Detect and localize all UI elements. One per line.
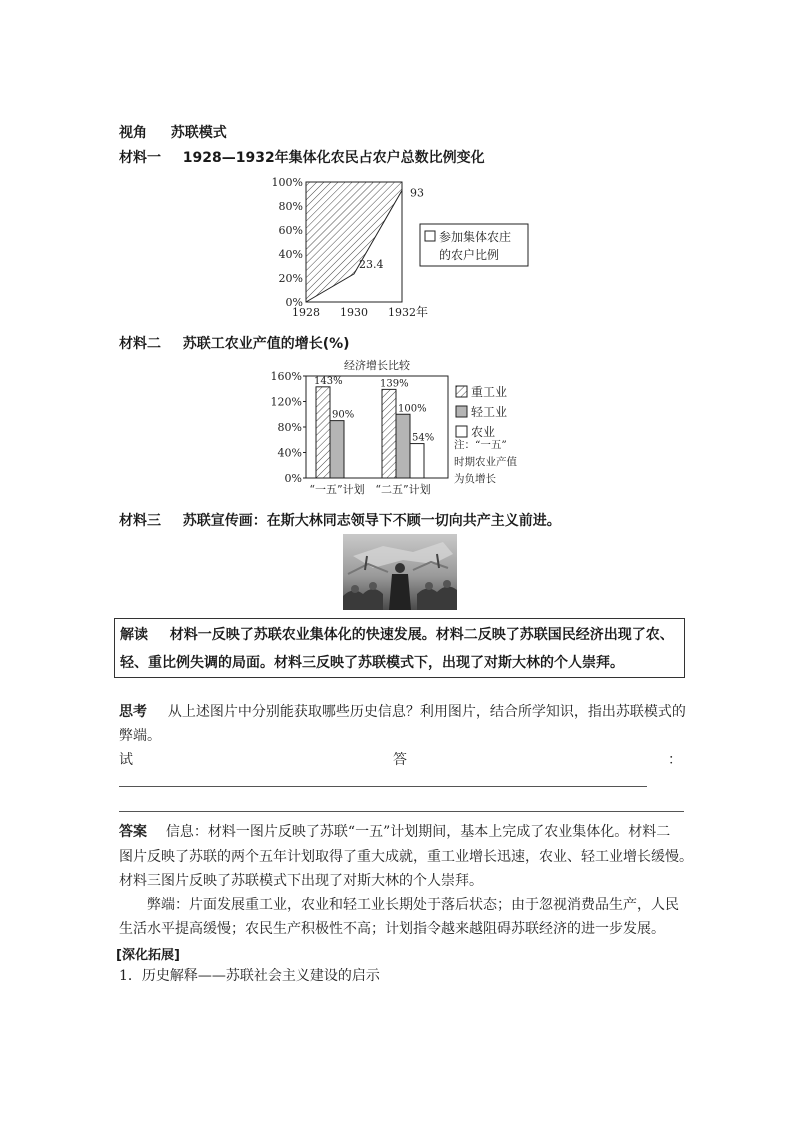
question-label: 思考	[119, 704, 147, 720]
y-tick-label: 100%	[271, 176, 303, 189]
material3-label: 材料三	[119, 513, 161, 529]
legend-swatch	[456, 406, 467, 417]
bar	[382, 389, 396, 478]
y-tick-label: 120%	[270, 395, 302, 409]
material2-title: 苏联工农业产值的增长(%)	[182, 336, 350, 352]
x-tick-label: “一五”计划	[309, 483, 365, 496]
y-tick-label: 40%	[277, 446, 302, 460]
answer-label: 答案	[119, 824, 147, 840]
answer-blank-line-2[interactable]	[119, 811, 684, 812]
answer-line2: 图片反映了苏联的两个五年计划取得了重大成就，重工业增长迅速，农业、轻工业增长缓慢。	[119, 849, 693, 865]
answer-line3: 材料三图片反映了苏联模式下出现了对斯大林的个人崇拜。	[119, 873, 483, 889]
answer-line5: 生活水平提高缓慢；农民生产积极性不高；计划指令越来越阻碍苏联经济的进一步发展。	[119, 921, 665, 937]
answer-blank-line-1[interactable]	[119, 786, 647, 787]
answer-line4: 弊端：片面发展重工业，农业和轻工业长期处于落后状态；由于忽视消费品生产，人民	[147, 897, 679, 913]
economic-growth-chart	[268, 356, 568, 498]
legend-label: 重工业	[471, 385, 508, 399]
chart-title: 经济增长比较	[344, 359, 410, 372]
note-line: 注：“一五”	[454, 439, 507, 451]
note-line: 时期农业产值	[454, 456, 517, 468]
extension-item1: 1．历史解释——苏联社会主义建设的启示	[119, 968, 380, 984]
interpretation-box	[114, 618, 685, 678]
stalin-propaganda-poster	[343, 534, 457, 610]
area-fill	[306, 182, 402, 302]
data-label: 23.4	[359, 257, 384, 271]
interpretation-line1: 解读 材料一反映了苏联农业集体化的快速发展。材料二反映了苏联国民经济出现了农、	[120, 627, 674, 643]
answer-colon: ：	[668, 752, 682, 768]
material2-label: 材料二	[119, 336, 161, 352]
y-tick-label: 0%	[285, 296, 303, 309]
y-tick-label: 80%	[278, 200, 303, 213]
note-line: 为负增长	[454, 473, 496, 485]
y-tick-label: 20%	[278, 272, 303, 285]
bar-data-label: 54%	[412, 432, 435, 444]
legend-label: 农业	[471, 425, 496, 439]
legend-swatch	[456, 426, 467, 437]
y-tick-label: 160%	[270, 370, 302, 383]
bar	[330, 421, 344, 478]
data-label: 93	[410, 186, 424, 200]
question-line1: 思考 从上述图片中分别能获取哪些历史信息？利用图片，结合所学知识，指出苏联模式的	[119, 704, 686, 720]
x-tick-label: 1928	[292, 306, 320, 319]
y-tick-label: 80%	[277, 421, 302, 434]
bar-data-label: 143%	[314, 375, 343, 387]
bar-data-label: 90%	[332, 409, 355, 421]
material3-heading	[119, 510, 561, 530]
material2-heading	[119, 333, 350, 353]
material3-title: 苏联宣传画：在斯大林同志领导下不顾一切向共产主义前进。	[182, 513, 561, 529]
section-heading	[119, 122, 227, 142]
legend-swatch	[456, 386, 467, 397]
x-unit-label: 年	[416, 305, 429, 319]
x-tick-label: 1932	[388, 306, 416, 319]
x-tick-label: 1930	[340, 306, 368, 319]
answer-line1: 答案 信息：材料一图片反映了苏联“一五”计划期间，基本上完成了农业集体化。材料二	[119, 824, 671, 840]
legend-label: 的农户比例	[439, 248, 500, 262]
x-tick-label: “二五”计划	[375, 483, 431, 496]
question-line2: 弊端。	[119, 728, 161, 744]
try-char: 试	[119, 752, 133, 768]
legend-label: 参加集体农庄	[439, 230, 512, 244]
bar	[396, 414, 410, 478]
interpretation-line2: 轻、重比例失调的局面。材料三反映了苏联模式下，出现了对斯大林的个人崇拜。	[120, 655, 624, 671]
legend-label: 轻工业	[471, 405, 508, 419]
answer-char: 答	[393, 752, 407, 768]
material1-title: 1928—1932年集体化农民占农户总数比例变化	[182, 150, 485, 166]
extension-heading: [深化拓展]	[116, 948, 180, 963]
bar-data-label: 139%	[380, 378, 409, 390]
collectivization-chart	[270, 172, 540, 322]
material1-label: 材料一	[119, 150, 161, 166]
perspective-title: 苏联模式	[170, 125, 227, 141]
y-tick-label: 40%	[278, 248, 303, 261]
perspective-label: 视角	[119, 125, 147, 141]
material1-heading	[119, 147, 485, 167]
interpretation-label: 解读	[120, 627, 148, 643]
bar-data-label: 100%	[398, 403, 427, 415]
y-tick-label: 0%	[284, 472, 302, 485]
y-tick-label: 60%	[278, 224, 303, 237]
bar	[316, 387, 330, 478]
legend-swatch	[425, 231, 435, 241]
bar	[410, 444, 424, 478]
